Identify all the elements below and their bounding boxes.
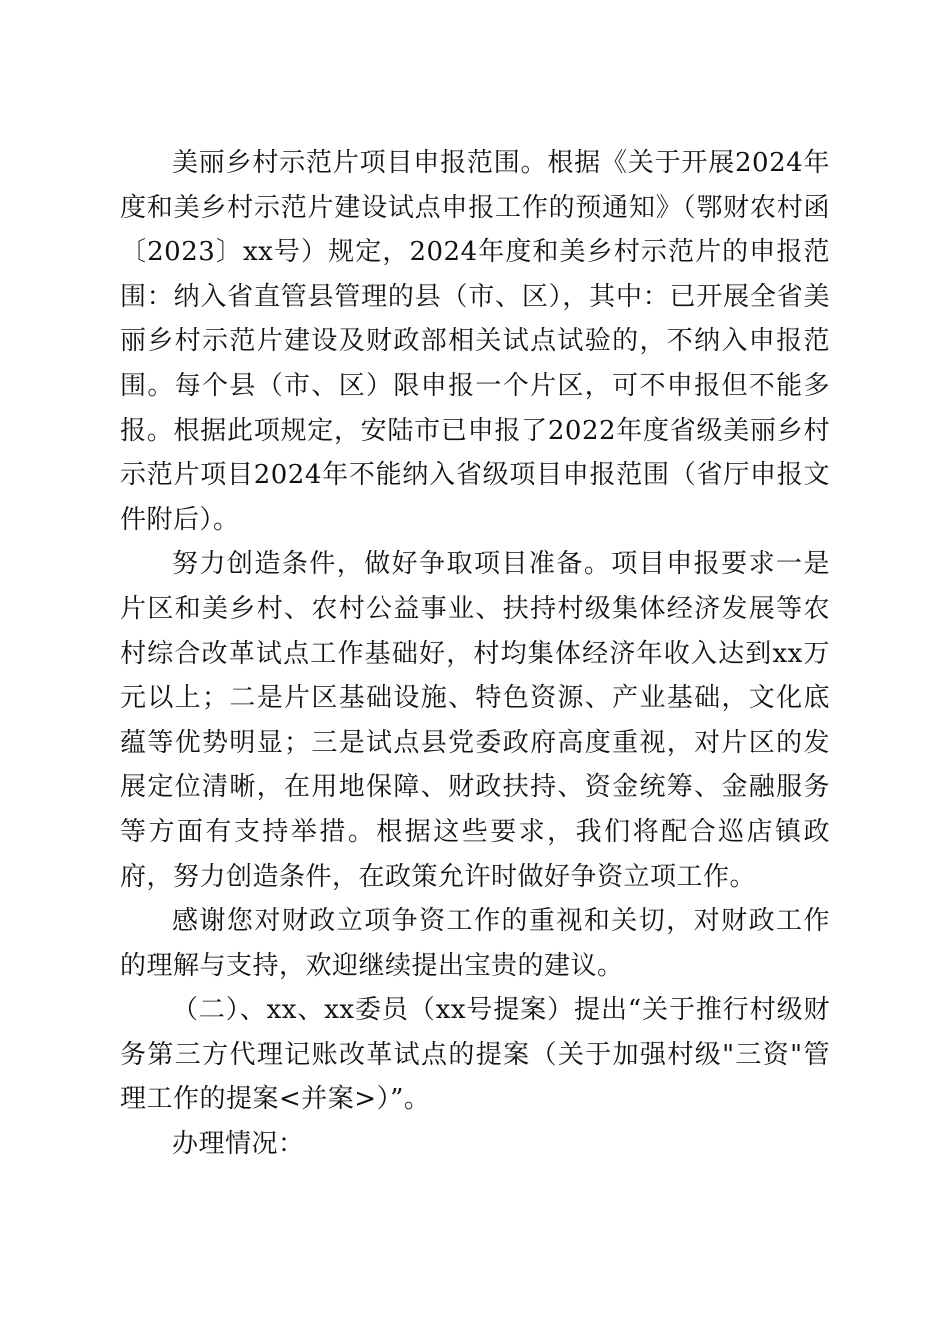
paragraph-application-scope: 美丽乡村示范片项目申报范围。根据《关于开展2024年度和美乡村示范片建设试点申报工作的预通知》（鄂财农村函〔2023〕xx号）规定，2024年度和美乡村示范片的申报范围：纳入省直管县管理的县（市、区），其中：已开展全省美丽乡村示范片建设及财政部相关试点试验的，不纳入申报范围。每个县（市、区）限申报一个片区，可不申报但不能多报。根据此项规定，安陆市已申报了2022年度省级美丽乡村示范片项目2024年不能纳入省级项目申报范围（省厅申报文件附后）。 (120, 148, 830, 535)
paragraph-handling-status: 办理情况： (172, 1129, 305, 1160)
document-body (120, 141, 830, 1167)
paragraph-project-preparation: 努力创造条件，做好争取项目准备。项目申报要求一是片区和美乡村、农村公益事业、扶持村级集体经济发展等农村综合改革试点工作基础好，村均集体经济年收入达到xx万元以上；二是片区基础设施、特色资源、产业基础，文化底蕴等优势明显；三是试点县党委政府高度重视，对片区的发展定位清晰，在用地保障、财政扶持、资金统筹、金融服务等方面有支持举措。根据这些要求，我们将配合巡店镇政府，努力创造条件，在政策允许时做好争资立项工作。 (120, 549, 830, 892)
paragraph-thanks: 感谢您对财政立项争资工作的重视和关切，对财政工作的理解与支持，欢迎继续提出宝贵的建议。 (120, 906, 830, 981)
paragraph-proposal-heading: （二）、xx、xx委员（xx号提案）提出“关于推行村级财务第三方代理记账改革试点的提案（关于加强村级"三资"管理工作的提案<并案>）”。 (120, 995, 830, 1115)
